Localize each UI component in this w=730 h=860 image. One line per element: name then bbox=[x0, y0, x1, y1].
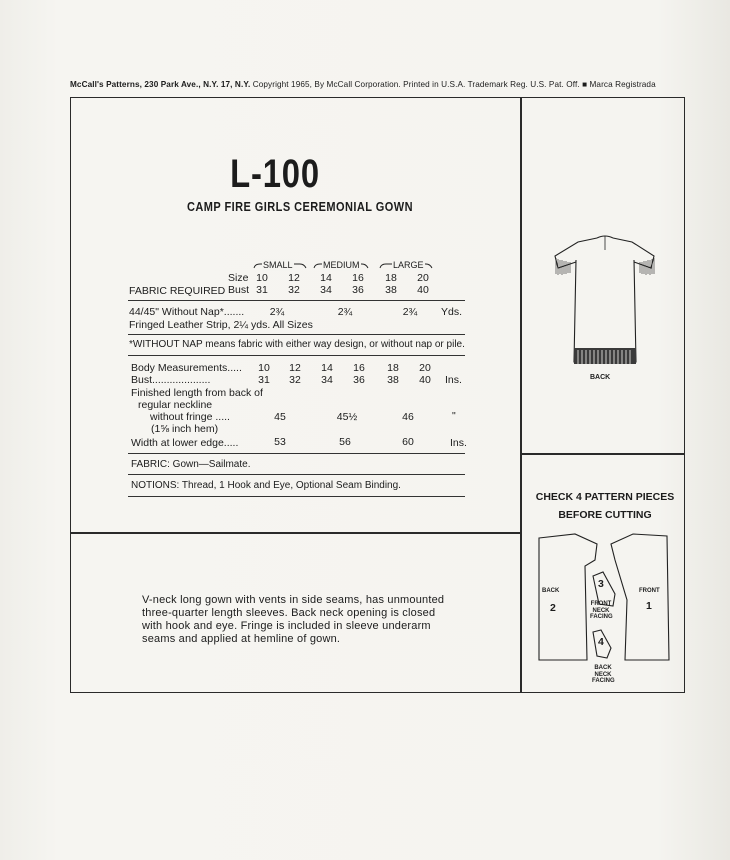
bust-cell: 32 bbox=[288, 284, 300, 296]
front-neck-facing-label bbox=[590, 601, 612, 621]
back-neck-facing-number: 4 bbox=[598, 636, 604, 648]
inches-unit: Ins. bbox=[445, 374, 462, 386]
size-cell: 14 bbox=[320, 272, 332, 284]
bust-label: Bust bbox=[228, 284, 250, 296]
table-rule bbox=[128, 334, 465, 335]
measure-bust: 31 bbox=[258, 374, 270, 386]
description-line: three-quarter length sleeves. Back neck opening is closed bbox=[142, 607, 436, 619]
gown-description bbox=[142, 594, 462, 646]
fabric-required-label: FABRIC REQUIRED bbox=[129, 285, 226, 297]
body-measurements-label: Body Measurements..... bbox=[131, 362, 242, 374]
without-nap-label: 44/45" Without Nap*....... bbox=[129, 306, 245, 318]
facing-label-line: FRONT bbox=[590, 601, 612, 607]
finished-length-line: Finished length from back of bbox=[131, 387, 263, 399]
size-group-small: SMALL bbox=[263, 260, 293, 270]
pattern-number: L-100 bbox=[230, 152, 320, 196]
size-cell: 12 bbox=[288, 272, 300, 284]
publisher-name: McCall's Patterns, bbox=[70, 80, 143, 89]
measure-bust: 34 bbox=[321, 374, 333, 386]
table-rule bbox=[128, 474, 465, 475]
finished-length-large: 46 bbox=[402, 411, 414, 423]
width-inches-unit: Ins. bbox=[450, 437, 467, 449]
width-lower-edge-label: Width at lower edge..... bbox=[131, 437, 239, 449]
bust-cell: 38 bbox=[385, 284, 397, 296]
width-large: 60 bbox=[402, 436, 414, 448]
finished-length-medium: 45½ bbox=[336, 411, 358, 423]
description-line: V-neck long gown with vents in side seams, has unmounted bbox=[142, 594, 445, 606]
measure-size: 10 bbox=[258, 362, 270, 374]
measure-size: 20 bbox=[419, 362, 431, 374]
back-neck-facing-label bbox=[592, 665, 614, 685]
measure-size: 18 bbox=[387, 362, 399, 374]
measure-size: 12 bbox=[289, 362, 301, 374]
finished-length-line: regular neckline bbox=[138, 399, 213, 411]
bust-measurement-label: Bust.................... bbox=[131, 374, 211, 386]
column-divider bbox=[520, 97, 522, 693]
width-medium: 56 bbox=[339, 436, 351, 448]
ditto-mark: " bbox=[452, 410, 456, 422]
description-line: with hook and eye. Fringe is included in sleeve underarm bbox=[142, 620, 431, 632]
bust-cell: 36 bbox=[352, 284, 364, 296]
front-piece-number: 1 bbox=[646, 600, 652, 612]
front-neck-facing-number: 3 bbox=[598, 578, 604, 590]
table-rule bbox=[128, 496, 465, 497]
size-label: Size bbox=[228, 272, 249, 284]
measure-size: 16 bbox=[353, 362, 365, 374]
measure-bust: 38 bbox=[387, 374, 399, 386]
size-cell: 10 bbox=[256, 272, 268, 284]
yards-unit: Yds. bbox=[441, 306, 463, 318]
table-rule bbox=[128, 453, 465, 454]
size-group-large: LARGE bbox=[393, 260, 424, 270]
sketch-divider bbox=[520, 453, 685, 455]
check-heading-line: BEFORE CUTTING bbox=[558, 509, 652, 521]
check-heading-line: CHECK 4 PATTERN PIECES bbox=[535, 491, 675, 503]
facing-label-line: NECK bbox=[592, 607, 610, 614]
front-piece-label: FRONT bbox=[639, 588, 660, 594]
bust-cell: 31 bbox=[256, 284, 268, 296]
measure-size: 14 bbox=[321, 362, 333, 374]
pattern-title: CAMP FIRE GIRLS CEREMONIAL GOWN bbox=[187, 200, 413, 214]
yardage-medium: 2¾ bbox=[337, 306, 353, 318]
yardage-large: 2¾ bbox=[402, 306, 418, 318]
table-rule bbox=[128, 300, 465, 301]
size-cell: 16 bbox=[352, 272, 364, 284]
bust-cell: 40 bbox=[417, 284, 429, 296]
copyright-text: Copyright 1965, By McCall Corporation. Printed in U.S.A. Trademark Reg. U.S. Pat. Off. ■ Marca Registrada bbox=[252, 80, 656, 89]
fabric-suggestion: FABRIC: Gown—Sailmate. bbox=[131, 459, 251, 470]
description-divider bbox=[70, 532, 521, 534]
description-line: seams and applied at hemline of gown. bbox=[142, 633, 341, 645]
facing-label-line: FACING bbox=[590, 614, 613, 620]
bust-cell: 34 bbox=[320, 284, 332, 296]
publisher-address: 230 Park Ave., N.Y. 17, N.Y. bbox=[144, 80, 251, 89]
finished-length-line: without fringe ..... bbox=[150, 411, 230, 423]
finished-length-small: 45 bbox=[274, 411, 286, 423]
facing-label-line: BACK bbox=[594, 665, 612, 671]
finished-length-line: (1⅝ inch hem) bbox=[151, 423, 219, 435]
width-small: 53 bbox=[274, 436, 286, 448]
table-rule bbox=[128, 355, 465, 356]
yardage-small: 2¾ bbox=[269, 306, 285, 318]
size-cell: 18 bbox=[385, 272, 397, 284]
notions: NOTIONS: Thread, 1 Hook and Eye, Optional Seam Binding. bbox=[131, 480, 401, 491]
measure-bust: 36 bbox=[353, 374, 365, 386]
size-group-medium: MEDIUM bbox=[323, 260, 360, 270]
copyright-line bbox=[70, 80, 690, 89]
nap-note: *WITHOUT NAP means fabric with either way design, or without nap or pile. bbox=[129, 339, 465, 350]
gown-back-sketch bbox=[550, 230, 660, 370]
facing-label-line: FACING bbox=[592, 678, 615, 684]
sketch-label: BACK bbox=[590, 374, 611, 381]
fringed-leather-note: Fringed Leather Strip, 2¼ yds. All Sizes bbox=[129, 319, 313, 331]
back-piece-number: 2 bbox=[550, 602, 556, 614]
measure-bust: 40 bbox=[419, 374, 431, 386]
measure-bust: 32 bbox=[289, 374, 301, 386]
back-piece-label: BACK bbox=[542, 588, 560, 594]
size-cell: 20 bbox=[417, 272, 429, 284]
facing-label-line: NECK bbox=[594, 671, 612, 678]
check-pieces-heading bbox=[525, 488, 685, 524]
